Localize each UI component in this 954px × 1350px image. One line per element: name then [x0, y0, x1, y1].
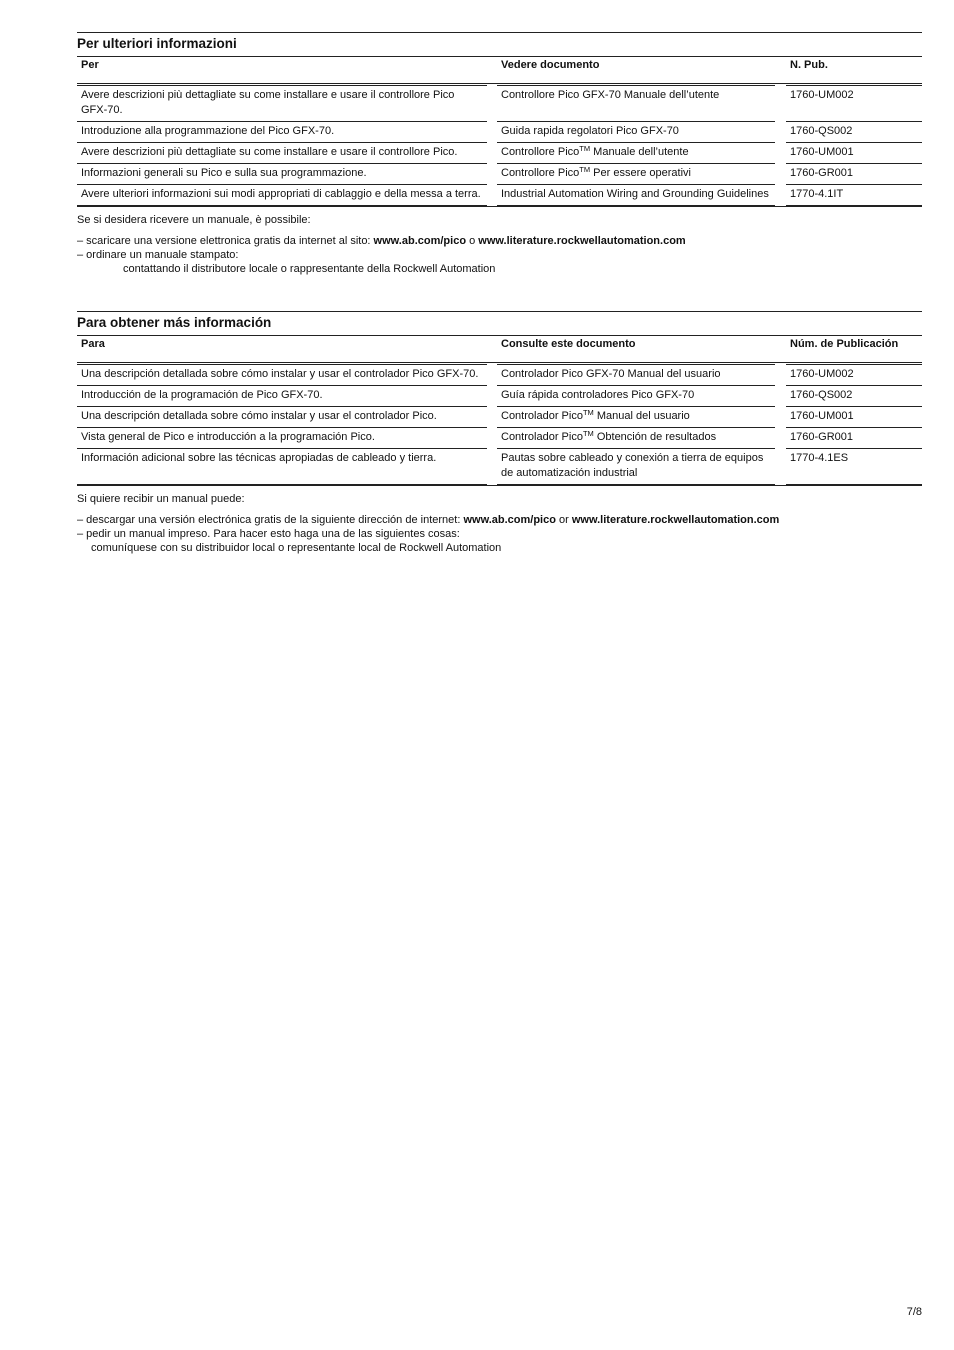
row-document: Pautas sobre cableado y conexión a tierra de equipos de automatización industrial: [497, 449, 775, 485]
table-row: [77, 185, 922, 206]
link-rockwell-literature[interactable]: www.literature.rockwellautomation.com: [478, 235, 686, 247]
bullet-download-es: – descargar una versión electrónica gratis de la siguiente dirección de internet: www.ab.com/pico or www.literature.rockwellautomation.com: [77, 514, 780, 526]
row-description: Avere descrizioni più dettagliate su come installare e usare il controllore Pico GFX-70.: [77, 85, 487, 122]
row-document: Guía rápida controladores Pico GFX-70: [497, 386, 775, 407]
row-description: Vista general de Pico e introducción a la programación Pico.: [77, 428, 487, 449]
row-pub-number: 1760-UM002: [786, 85, 922, 122]
row-pub-number: 1770-4.1ES: [786, 449, 922, 485]
table-header-it: [77, 56, 922, 84]
trademark-sup: TM: [582, 429, 594, 438]
row-document: Industrial Automation Wiring and Grounding Guidelines: [497, 185, 775, 206]
bullet-order-detail-es: comuníquese con su distribuidor local o representante local de Rockwell Automation: [91, 542, 502, 554]
row-description: Información adicional sobre las técnicas apropiadas de cableado y tierra.: [77, 449, 487, 485]
row-description: Introduzione alla programmazione del Pico GFX-70.: [77, 122, 487, 143]
row-document: Controlador Pico GFX-70 Manual del usuario: [497, 364, 775, 386]
row-document: Controlador Pico™ Obtención de resultados: [497, 428, 775, 449]
row-description: Una descripción detallada sobre cómo instalar y usar el controlador Pico.: [77, 407, 487, 428]
table-body-es: [77, 364, 922, 485]
link-ab-pico[interactable]: www.ab.com/pico: [373, 235, 467, 247]
header-col-document: Vedere documento: [501, 59, 600, 71]
row-pub-number: 1760-UM002: [786, 364, 922, 386]
row-pub-number: 1760-GR001: [786, 164, 922, 185]
table-row: [77, 364, 922, 386]
row-description: Informazioni generali su Pico e sulla sua programmazione.: [77, 164, 487, 185]
table-row: [77, 143, 922, 164]
row-document: Guida rapida regolatori Pico GFX-70: [497, 122, 775, 143]
row-description: Avere ulteriori informazioni sui modi appropriati di cablaggio e della messa a terra.: [77, 185, 487, 206]
row-pub-number: 1770-4.1IT: [786, 185, 922, 206]
row-document: Controlador Pico™ Manual del usuario: [497, 407, 775, 428]
trademark-sup: TM: [582, 408, 594, 417]
bullet-order-es: – pedir un manual impreso. Para hacer esto haga una de las siguientes cosas:: [77, 528, 460, 540]
header-col-document: Consulte este documento: [501, 338, 636, 350]
link-rockwell-literature[interactable]: www.literature.rockwellautomation.com: [571, 514, 780, 526]
table-row: [77, 122, 922, 143]
header-col-per: Per: [81, 59, 99, 71]
trademark-sup: TM: [579, 144, 591, 153]
row-description: Introducción de la programación de Pico GFX-70.: [77, 386, 487, 407]
manual-intro-es: Si quiere recibir un manual puede:: [77, 493, 245, 505]
table-row: [77, 428, 922, 449]
row-document: Controllore Pico™ Per essere operativi: [497, 164, 775, 185]
row-pub-number: 1760-QS002: [786, 386, 922, 407]
row-pub-number: 1760-GR001: [786, 428, 922, 449]
section-title-es: Para obtener más información: [77, 311, 922, 335]
trademark-sup: TM: [579, 165, 591, 174]
row-document: Controllore Pico GFX-70 Manuale dell’utente: [497, 85, 775, 122]
page-number: 7/8: [906, 1306, 922, 1318]
table-header-es: [77, 335, 922, 363]
row-description: Una descripción detallada sobre cómo instalar y usar el controlador Pico GFX-70.: [77, 364, 487, 386]
row-document: Controllore Pico™ Manuale dell’utente: [497, 143, 775, 164]
header-col-para: Para: [81, 338, 105, 350]
section-title-it: Per ulteriori informazioni: [77, 32, 922, 56]
table-row: [77, 449, 922, 485]
row-pub-number: 1760-UM001: [786, 407, 922, 428]
table-row: [77, 85, 922, 122]
header-col-pub: N. Pub.: [790, 59, 828, 71]
manual-intro-it: Se si desidera ricevere un manuale, è possibile:: [77, 214, 311, 226]
section-spanish: [77, 311, 922, 555]
table-body-it: [77, 85, 922, 206]
header-col-pub: Núm. de Publicación: [790, 338, 899, 350]
row-description: Avere descrizioni più dettagliate su come installare e usare il controllore Pico.: [77, 143, 487, 164]
link-ab-pico[interactable]: www.ab.com/pico: [463, 514, 556, 526]
row-pub-number: 1760-UM001: [786, 143, 922, 164]
row-pub-number: 1760-QS002: [786, 122, 922, 143]
table-row: [77, 164, 922, 185]
bullet-download-it: – scaricare una versione elettronica gratis da internet al sito: www.ab.com/pico o www.literature.rockwellautomation.com: [77, 235, 686, 247]
table-row: [77, 386, 922, 407]
bullet-order-detail-it: contattando il distributore locale o rappresentante della Rockwell Automation: [123, 263, 496, 275]
section-italian: [77, 32, 922, 276]
table-row: [77, 407, 922, 428]
bullet-order-it: – ordinare un manuale stampato:: [77, 249, 239, 261]
